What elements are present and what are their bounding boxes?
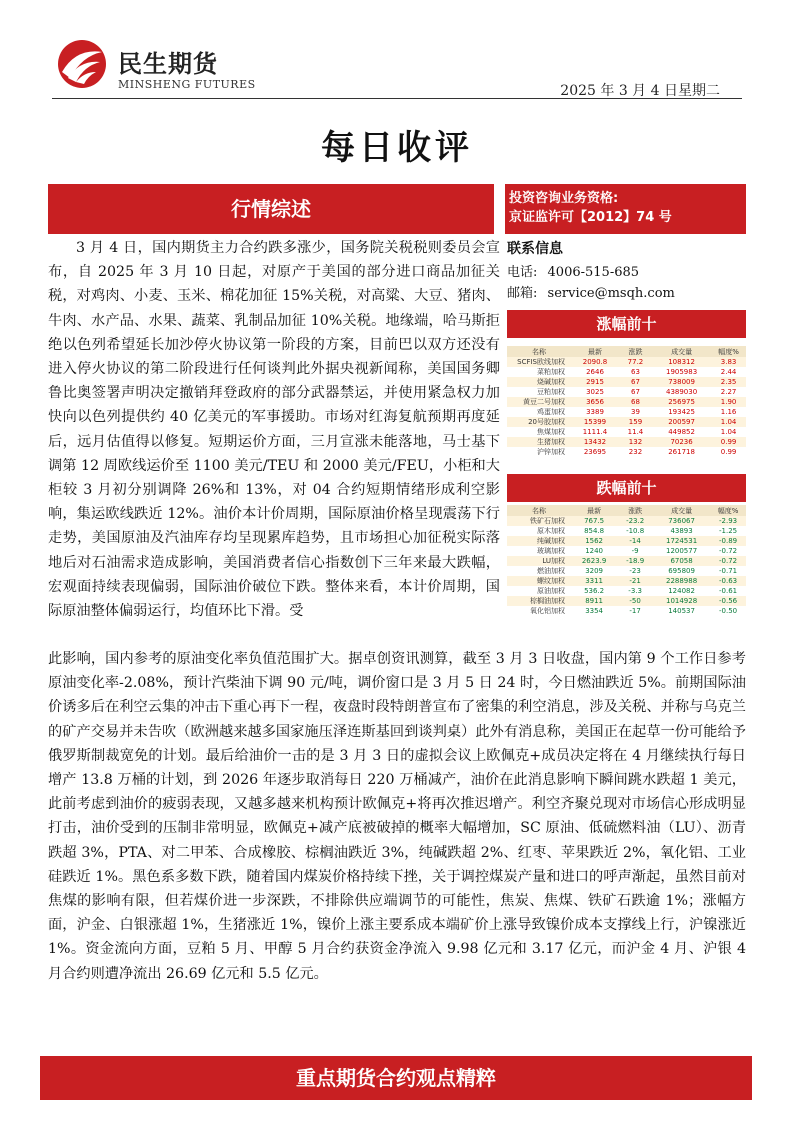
- market-overview-banner: 行情综述: [48, 184, 494, 234]
- contract-name: 棕榈油加权: [507, 596, 571, 606]
- table-cell: 43893: [670, 527, 693, 535]
- table-cell: 1.90: [711, 397, 746, 407]
- table-cell: 124082: [668, 587, 695, 595]
- table-cell: 67058: [653, 556, 710, 566]
- table-row: [507, 596, 746, 606]
- table-cell: 261718: [668, 448, 695, 456]
- losers-header-cell: 幅度%: [710, 505, 746, 516]
- table-cell: -0.50: [718, 607, 738, 615]
- page-title: 每日收评: [321, 128, 473, 168]
- table-cell: 11.4: [627, 428, 644, 436]
- table-cell: 3025: [586, 388, 604, 396]
- table-row: [507, 427, 746, 437]
- contract-name: 20号胶加权: [507, 417, 571, 427]
- table-row: [507, 377, 746, 387]
- table-cell: 15399: [571, 417, 619, 427]
- body-paragraph-1-text: 3 月 4 日，国内期货主力合约跌多涨少，国务院关税税则委员会宣布，自 2025 年 3 月 10 日起，对原产于美国的部分进口商品加征关税，对鸡肉、小麦、玉米、棉花加征 15%关税，对高粱、大豆、猪肉、牛肉、水产品、水果、蔬菜、乳制品加征 10%关税。地缘端，哈马斯拒绝以色列希望延长加沙停火协议第一阶段的方案，目前巴以双方还没有进入停火协议的第二阶段进行任何谈判此外据央视新闻称，美国国务卿鲁比奥签署声明决定撤销拜登政府的部分武器禁运，并使用紧急权力加快向以色列提供约 40 亿美元的军事援助。市场对红海复航预期再度延后，远月估值得以修复。短期运价方面，三月宣涨未能落地，马士基下调第 12 周欧线运价至 1100 美元/TEU 和 2000 美元/FEU，小柜和大柜较 3 月初分别调降 26%和 13%，对 04 合约短期情绪形成利空影响，集运欧线跌近 12%。油价本计价周期，国际原油价格呈现震荡下行走势，美国原油及汽油库存均呈现累库趋势，且市场担心加征税实际落地后对石油需求造成影响，美国消费者信心指数创下三年来最大跌幅，宏观面持续表现偏弱，国际油价破位下跌。整体来看，本计价周期，国际原油整体偏弱运行，均值环比下滑。受: [48, 240, 500, 620]
- table-cell: 200597: [652, 417, 711, 427]
- table-cell: -0.89: [710, 536, 746, 546]
- table-cell: 159: [619, 417, 652, 427]
- table-cell: -2.93: [710, 516, 746, 526]
- table-cell: 736067: [653, 516, 710, 526]
- table-row: [507, 417, 746, 427]
- gainers-header-cell: 成交量: [652, 346, 711, 357]
- table-cell: 3354: [585, 607, 604, 615]
- table-cell: 1240: [585, 547, 604, 555]
- brand-name-cn: 民生期货: [118, 50, 218, 78]
- table-cell: 108312: [652, 357, 711, 367]
- table-cell: -3.3: [628, 587, 642, 595]
- contract-name: SCFIS欧线加权: [507, 357, 571, 367]
- key-contracts-banner: 重点期货合约观点精粹: [40, 1056, 752, 1100]
- table-row: [507, 566, 746, 576]
- table-cell: 2.44: [720, 368, 737, 376]
- table-cell: 4389030: [665, 388, 698, 396]
- table-cell: 1200577: [665, 547, 698, 555]
- table-cell: 3209: [585, 567, 604, 575]
- minsheng-logo-icon: [52, 38, 112, 90]
- table-cell: 77.2: [619, 357, 652, 367]
- losers-header-row: [507, 505, 746, 516]
- table-cell: 232: [628, 448, 643, 456]
- table-row: [507, 606, 746, 616]
- body-paragraph-1: [48, 236, 500, 623]
- table-row: [507, 526, 746, 536]
- contract-name: 螺纹加权: [507, 576, 571, 586]
- contract-name: 黄豆二号加权: [507, 397, 571, 407]
- table-row: [507, 576, 746, 586]
- table-row: [507, 586, 746, 596]
- table-cell: 140537: [668, 607, 695, 615]
- table-cell: 70236: [652, 437, 711, 447]
- table-row: [507, 536, 746, 546]
- table-cell: 1905983: [665, 368, 698, 376]
- table-cell: -9: [631, 547, 639, 555]
- table-cell: 23695: [583, 448, 607, 456]
- contract-name: 菜粕加权: [537, 368, 565, 376]
- table-cell: 2.27: [720, 388, 737, 396]
- table-row: [507, 556, 746, 566]
- losers-header-cell: 涨跌: [617, 505, 653, 516]
- qualification-box: [505, 184, 746, 234]
- table-cell: 1.04: [711, 417, 746, 427]
- table-row: [507, 546, 746, 556]
- email-address[interactable]: service@msqh.com: [547, 286, 675, 301]
- table-row: [507, 367, 746, 377]
- header-divider: [52, 98, 742, 99]
- table-cell: -0.71: [718, 567, 738, 575]
- losers-table: [507, 505, 746, 616]
- contract-name: 焦煤加权: [537, 428, 565, 436]
- table-cell: 67: [619, 377, 652, 387]
- table-row: [507, 397, 746, 407]
- table-cell: -23.2: [617, 516, 653, 526]
- table-cell: 2288988: [653, 576, 710, 586]
- table-cell: 1724531: [653, 536, 710, 546]
- table-cell: 1562: [571, 536, 617, 546]
- table-cell: -17: [629, 607, 641, 615]
- table-cell: 256975: [652, 397, 711, 407]
- contract-name: 原木加权: [537, 527, 565, 535]
- table-cell: -10.8: [626, 527, 645, 535]
- table-cell: -21: [617, 576, 653, 586]
- table-cell: -0.72: [710, 556, 746, 566]
- table-row: [507, 407, 746, 417]
- contract-name: 氧化铝加权: [530, 607, 565, 615]
- table-cell: 3311: [571, 576, 617, 586]
- table-cell: 3389: [586, 408, 604, 416]
- gainers-header-cell: 涨跌: [619, 346, 652, 357]
- table-cell: 3.83: [711, 357, 746, 367]
- table-cell: -14: [617, 536, 653, 546]
- table-cell: -50: [617, 596, 653, 606]
- table-cell: -0.61: [718, 587, 738, 595]
- contract-name: 鸡蛋加权: [537, 408, 565, 416]
- gainers-header-cell: 幅度%: [711, 346, 746, 357]
- body-paragraph-2: 此影响，国内参考的原油变化率负值范围扩大。据卓创资讯测算，截至 3 月 3 日收盘，国内第 9 个工作日参考原油变化率-2.08%，预计汽柴油下调 90 元/吨，调价窗口是 3 月 5 日 24 时，今日燃油跌近 5%。前期国际油价诱多后在利空云集的冲击下重心再下一程，夜盘时段特朗普宣布了密集的利空消息，涉及关税、并称与乌克兰的矿产交易并未告吹（欧洲越来越多国家施压泽连斯基回到谈判桌）此外有消息称，美国正在起草一份可能给予俄罗斯制裁宽免的计划。最后给油价一击的是 3 月 3 日的虚拟会议上欧佩克+成员决定将在 4 月继续执行每日增产 13.8 万桶的计划，到 2026 年逐步取消每日 220 万桶减产，油价在此消息影响下瞬间跳水跌超 1 美元，此前考虑到油价的疲弱表现，又越多越来机构预计欧佩克+将再次推迟增产。利空齐聚兑现对市场信心形成明显打击，油价受到的压制非常明显，欧佩克+减产底被破掉的概率大幅增加，SC 原油、低硫燃料油（LU）、沥青跌超 3%，PTA、对二甲苯、合成橡胶、棕榈油跌近 3%，纯碱跌超 2%、红枣、苹果跌近 2%，氧化铝、工业硅跌近 1%。黑色系多数下跌，随着国内煤炭价格持续下挫，关于调控煤炭产量和进口的呼声渐起，虽然目前对焦煤的影响有限，但若煤价进一步深跌，不排除供应端调节的可能性，焦炭、焦煤、铁矿石跌逾 1%；涨幅方面，沪金、白银涨超 1%，生猪涨近 1%，镍价上涨主要系成本端矿价上涨导致镍价成本支撑线上行，沪镍涨近 1%。资金流向方面，豆粕 5 月、甲醇 5 月合约获资金净流入 9.98 亿元和 3.17 亿元，而沪金 4 月、沪银 4 月合约则遭净流出 26.69 亿元和 5.5 亿元。: [48, 651, 746, 982]
- qualification-line-1: 投资咨询业务资格:: [509, 191, 619, 206]
- table-cell: 0.99: [711, 437, 746, 447]
- table-cell: 1.16: [720, 408, 737, 416]
- gainers-header-row: [507, 346, 746, 357]
- gainers-banner: 涨幅前十: [507, 310, 746, 338]
- gainers-header-cell: 最新: [571, 346, 619, 357]
- table-cell: 13432: [571, 437, 619, 447]
- table-cell: 63: [631, 368, 640, 376]
- contract-name: 豆粕加权: [537, 388, 565, 396]
- table-cell: 738009: [652, 377, 711, 387]
- table-cell: 193425: [668, 408, 695, 416]
- table-cell: 2646: [586, 368, 604, 376]
- contract-name: 玻璃加权: [537, 547, 565, 555]
- table-cell: 132: [619, 437, 652, 447]
- table-cell: 767.5: [571, 516, 617, 526]
- contact-heading: 联系信息: [507, 241, 563, 257]
- table-row: [507, 447, 746, 457]
- losers-header-cell: 成交量: [653, 505, 710, 516]
- gainers-header-cell: 名称: [507, 346, 571, 357]
- table-cell: 67: [631, 388, 640, 396]
- table-cell: 2090.8: [571, 357, 619, 367]
- table-cell: 1111.4: [582, 428, 608, 436]
- table-cell: 1014928: [653, 596, 710, 606]
- phone-label: 电话:: [507, 265, 538, 280]
- contact-email-row: [507, 282, 675, 301]
- table-cell: 1.04: [720, 428, 737, 436]
- contract-name: 沪锌加权: [537, 448, 565, 456]
- table-cell: 2.35: [711, 377, 746, 387]
- losers-header-cell: 最新: [571, 505, 617, 516]
- table-cell: 2623.9: [571, 556, 617, 566]
- table-cell: 2915: [571, 377, 619, 387]
- table-cell: -18.9: [617, 556, 653, 566]
- contract-name: 铁矿石加权: [507, 516, 571, 526]
- report-date: 2025 年 3 月 4 日星期二: [560, 83, 720, 99]
- contract-name: 烧碱加权: [507, 377, 571, 387]
- phone-number: 4006-515-685: [547, 265, 640, 280]
- table-cell: 536.2: [584, 587, 605, 595]
- table-row: [507, 387, 746, 397]
- table-cell: -0.56: [710, 596, 746, 606]
- table-row: [507, 437, 746, 447]
- qualification-line-2: 京证监许可【2012】74 号: [509, 210, 672, 225]
- gainers-table: [507, 346, 746, 457]
- contract-name: 原油加权: [537, 587, 565, 595]
- table-cell: 8911: [571, 596, 617, 606]
- table-cell: -0.72: [718, 547, 738, 555]
- table-cell: -23: [629, 567, 641, 575]
- table-cell: -1.25: [718, 527, 738, 535]
- table-cell: 39: [631, 408, 640, 416]
- table-row: [507, 357, 746, 367]
- table-row: [507, 516, 746, 526]
- contract-name: LU加权: [507, 556, 571, 566]
- table-cell: 68: [619, 397, 652, 407]
- email-label: 邮箱:: [507, 286, 538, 301]
- table-cell: 695809: [668, 567, 695, 575]
- brand-name-en: MINSHENG FUTURES: [118, 78, 256, 91]
- table-cell: -0.63: [710, 576, 746, 586]
- table-cell: 854.8: [584, 527, 605, 535]
- contact-phone-row: [507, 261, 639, 280]
- contract-name: 生猪加权: [507, 437, 571, 447]
- losers-banner: 跌幅前十: [507, 474, 746, 502]
- losers-header-cell: 名称: [507, 505, 571, 516]
- table-cell: 3656: [571, 397, 619, 407]
- contract-name: 纯碱加权: [507, 536, 571, 546]
- table-cell: 0.99: [720, 448, 737, 456]
- table-cell: 449852: [668, 428, 695, 436]
- contract-name: 燃油加权: [537, 567, 565, 575]
